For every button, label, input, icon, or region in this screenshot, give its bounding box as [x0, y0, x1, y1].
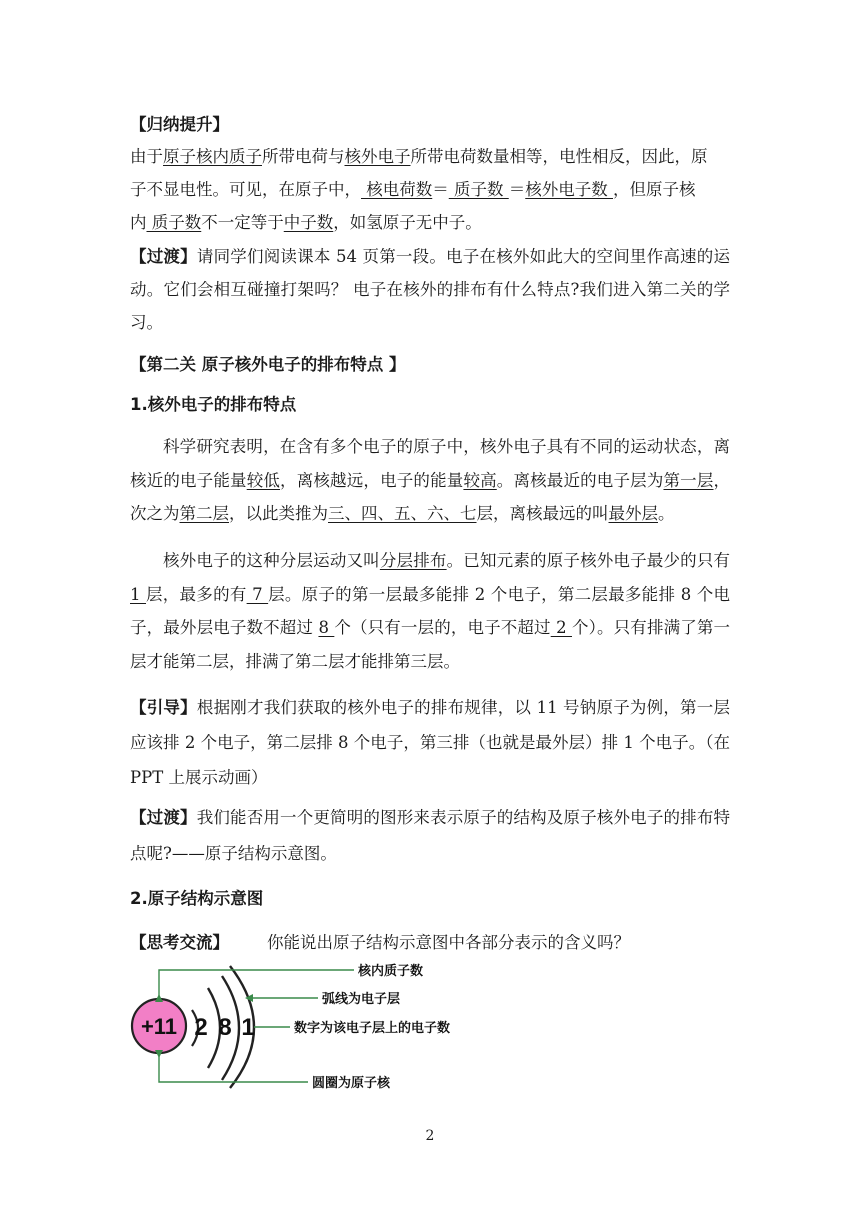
underlined-answer: 中子数: [283, 213, 334, 232]
atom-structure-diagram: [128, 958, 478, 1093]
arrowhead-circle: [155, 1050, 163, 1058]
shell-count-1: 2: [194, 1014, 208, 1041]
transition-text: 请同学们阅读课本 54 页第一段。电子在核外如此大的空间里作高速的运动。它们会相互碰撞打架吗？ 电子在核外的排布有什么特点?我们进入第二关的学习。: [130, 247, 730, 332]
underlined-answer: 原子核内质子: [163, 147, 262, 166]
subsection-2-title: 2.原子结构示意图: [130, 889, 264, 908]
text-run: 子不显电性。可见，在原子中，: [130, 180, 361, 199]
underlined-answer: 质子数: [448, 180, 509, 199]
text-run: 不一定等于: [201, 213, 284, 232]
underlined-answer: 8: [318, 618, 335, 637]
underlined-answer: 核外电子数: [525, 180, 613, 199]
summary-line-3: [130, 208, 730, 238]
transition-paragraph-1: [130, 240, 730, 339]
subsection-1-title: 1.核外电子的排布特点: [130, 395, 297, 414]
annotation-protons: 核内质子数: [358, 963, 424, 978]
text-run: ，以此类推为: [229, 504, 328, 523]
underlined-answer: 2: [550, 618, 572, 637]
text-run: 。已知元素的原子核外电子最少的只有: [446, 551, 731, 570]
text-run: ＝: [508, 180, 526, 199]
underlined-answer: 分层排布: [379, 551, 447, 570]
underlined-answer: 三、四、五、六、七: [328, 504, 477, 523]
underlined-answer: 第二层: [179, 504, 229, 523]
text-run: 由于: [130, 147, 163, 166]
transition-text-2: 我们能否用一个更简明的图形来表示原子的结构及原子核外电子的排布特点呢?——原子结构示意图。: [130, 808, 731, 863]
underlined-answer: 较高: [463, 470, 497, 490]
summary-line-1: [130, 142, 730, 172]
shell-count-3: 1: [241, 1014, 255, 1041]
underlined-answer: 核电荷数: [361, 180, 433, 199]
text-run: 。离核最近的电子层为: [496, 470, 664, 490]
research-paragraph: [130, 430, 730, 531]
underlined-answer: 质子数: [146, 213, 202, 232]
think-text: 你能说出原子结构示意图中各部分表示的含义吗？: [267, 933, 630, 952]
transition-paragraph-2: [130, 800, 730, 872]
text-run: 层，最多的有: [146, 584, 247, 604]
transition-label-2: 【过渡】: [130, 808, 197, 827]
annotation-circle: 圆圈为原子核: [312, 1075, 391, 1090]
layers-paragraph: [130, 544, 730, 678]
underlined-answer: 最外层: [608, 504, 658, 523]
text-run: 。: [658, 504, 675, 523]
annotation-numbers: 数字为该电子层上的电子数: [294, 1020, 451, 1035]
arrowhead-protons: [155, 994, 163, 1002]
underlined-answer: 7: [246, 584, 269, 604]
text-run: 层。原子的第一层最多能排 2 个电子，第二层最多能排 8 个电子，最外层电子数不超过: [130, 584, 730, 637]
text-run: 科学研究表明，在含有多个电子的原子中，核外电子具有不同的运动状态，离核近的电子能量: [130, 437, 730, 490]
summary-line-2: [130, 175, 730, 205]
think-line: [130, 928, 730, 958]
section-heading-summary: 【归纳提升】: [130, 115, 229, 134]
underlined-answer: 第一层: [663, 470, 714, 490]
underlined-answer: 核外电子: [344, 147, 411, 166]
underlined-answer: 1: [130, 584, 147, 604]
guide-label: 【引导】: [130, 698, 197, 717]
shell-count-2: 8: [218, 1014, 232, 1041]
text-run: 个（只有一层的，电子不超过: [334, 618, 551, 637]
text-run: 所带电荷与: [262, 147, 345, 166]
text-run: ，次之为: [130, 470, 731, 523]
page-number: 2: [425, 1128, 435, 1144]
text-run: ，但原子核: [613, 180, 696, 199]
text-run: 核外电子的这种分层运动又叫: [163, 551, 380, 570]
text-run: 所带电荷数量相等，电性相反，因此，原: [410, 147, 708, 166]
text-run: ，如氢原子无中子。: [333, 213, 482, 232]
guide-paragraph: [130, 690, 730, 795]
text-run: 内: [130, 213, 147, 232]
text-run: ，离核越远，电子的能量: [280, 470, 464, 490]
text-run: 个）。只有排满了第一层才能第二层，排满了第二层才能排第三层。: [130, 618, 731, 671]
annotation-arcs: 弧线为电子层: [322, 991, 401, 1006]
text-run: ＝: [432, 180, 449, 199]
nucleus-charge-label: +11: [140, 1014, 178, 1039]
transition-label: 【过渡】: [130, 247, 197, 266]
think-label: 【思考交流】: [130, 933, 229, 952]
underlined-answer: 较低: [246, 470, 281, 490]
text-run: 层，离核最远的叫: [476, 504, 609, 523]
level2-title: 【第二关 原子核外电子的排布特点 】: [130, 355, 406, 374]
guide-text: 根据刚才我们获取的核外电子的排布规律，以 11 号钠原子为例，第一层应该排 2 个电子，第二层排 8 个电子，第三排（也就是最外层）排 1 个电子。（在 PPT 上展示动画）: [130, 698, 730, 787]
